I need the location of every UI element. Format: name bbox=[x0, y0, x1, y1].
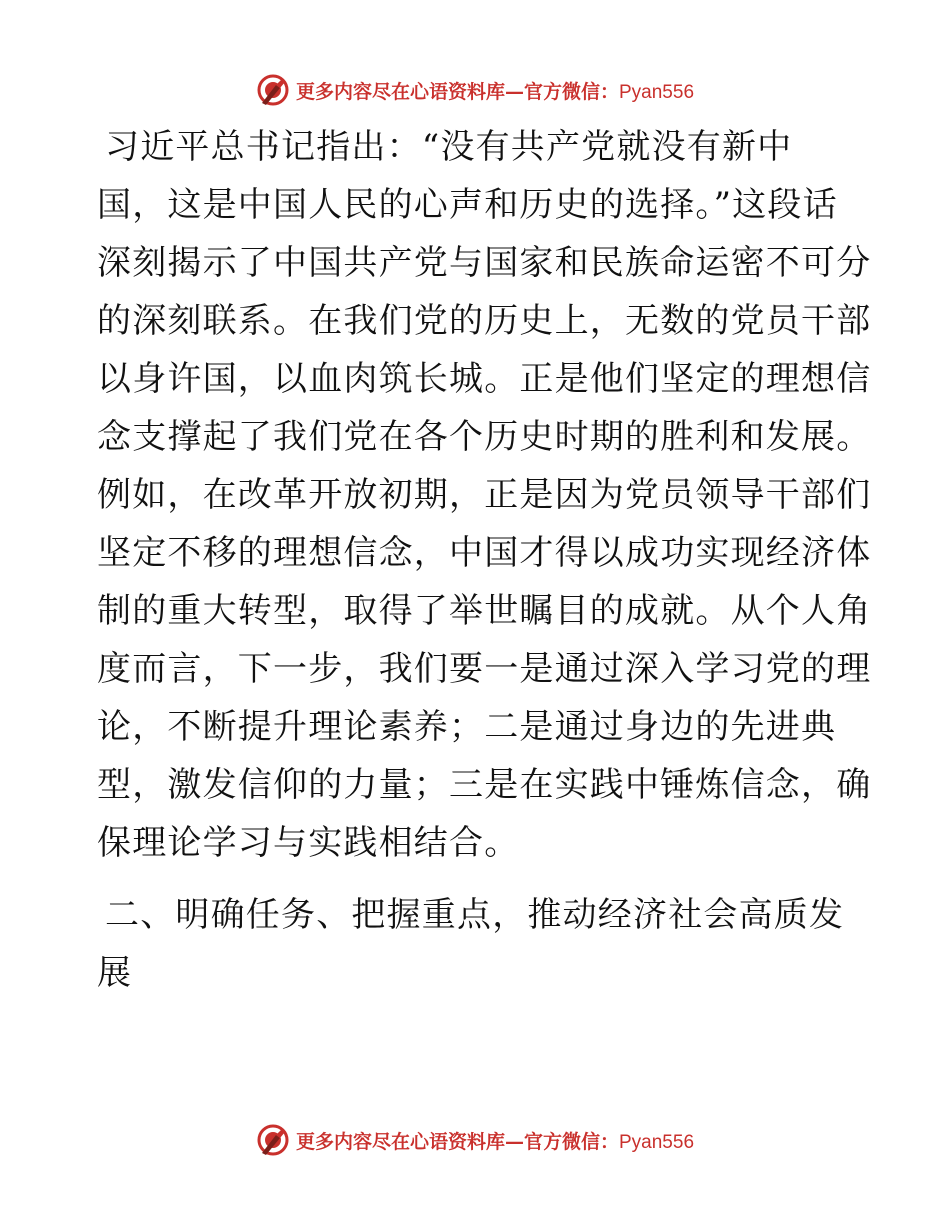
footer-banner bbox=[0, 1122, 950, 1158]
section-heading-line: 二、明确任务、把握重点，推动经济社会高质发 bbox=[105, 895, 845, 935]
paragraph-line: 以身许国，以血肉筑长城。正是他们坚定的理想信 bbox=[97, 359, 872, 399]
paragraph-line: 的深刻联系。在我们党的历史上，无数的党员干部 bbox=[97, 301, 872, 341]
pen-seal-logo-icon bbox=[256, 73, 290, 107]
paragraph-line: 论，不断提升理论素养；二是通过身边的先进典 bbox=[97, 707, 837, 747]
banner-prefix: 更多内容尽在心语资料库— bbox=[295, 80, 524, 103]
paragraph-line: 坚定不移的理想信念，中国才得以成功实现经济体 bbox=[97, 533, 872, 573]
banner-prefix: 更多内容尽在心语资料库— bbox=[295, 1130, 524, 1153]
banner-text bbox=[296, 77, 694, 104]
paragraph-line: 制的重大转型，取得了举世瞩目的成就。从个人角 bbox=[97, 591, 872, 631]
banner-wechat-label: 官方微信： bbox=[523, 1130, 619, 1153]
paragraph-line: 深刻揭示了中国共产党与国家和民族命运密不可分 bbox=[97, 243, 872, 283]
paragraph-line: 习近平总书记指出：“没有共产党就没有新中 bbox=[105, 127, 793, 167]
paragraph-line: 国，这是中国人民的心声和历史的选择。”这段话 bbox=[97, 185, 838, 225]
section-heading-line: 展 bbox=[97, 953, 133, 993]
banner-wechat-id: Pyan556 bbox=[619, 1131, 695, 1153]
pen-seal-logo-icon bbox=[256, 1123, 290, 1157]
paragraph-line: 度而言，下一步，我们要一是通过深入学习党的理 bbox=[97, 649, 872, 689]
banner-wechat-id: Pyan556 bbox=[619, 81, 695, 103]
paragraph-line: 念支撑起了我们党在各个历史时期的胜利和发展。 bbox=[97, 417, 872, 457]
paragraph-line: 例如，在改革开放初期，正是因为党员领导干部们 bbox=[97, 475, 872, 515]
paragraph-line: 保理论学习与实践相结合。 bbox=[97, 823, 520, 863]
paragraph-line: 型，激发信仰的力量；三是在实践中锤炼信念，确 bbox=[97, 765, 872, 805]
document-body bbox=[97, 118, 872, 1002]
banner-text bbox=[296, 1127, 694, 1154]
banner-wechat-label: 官方微信： bbox=[523, 80, 619, 103]
header-banner bbox=[0, 72, 950, 108]
